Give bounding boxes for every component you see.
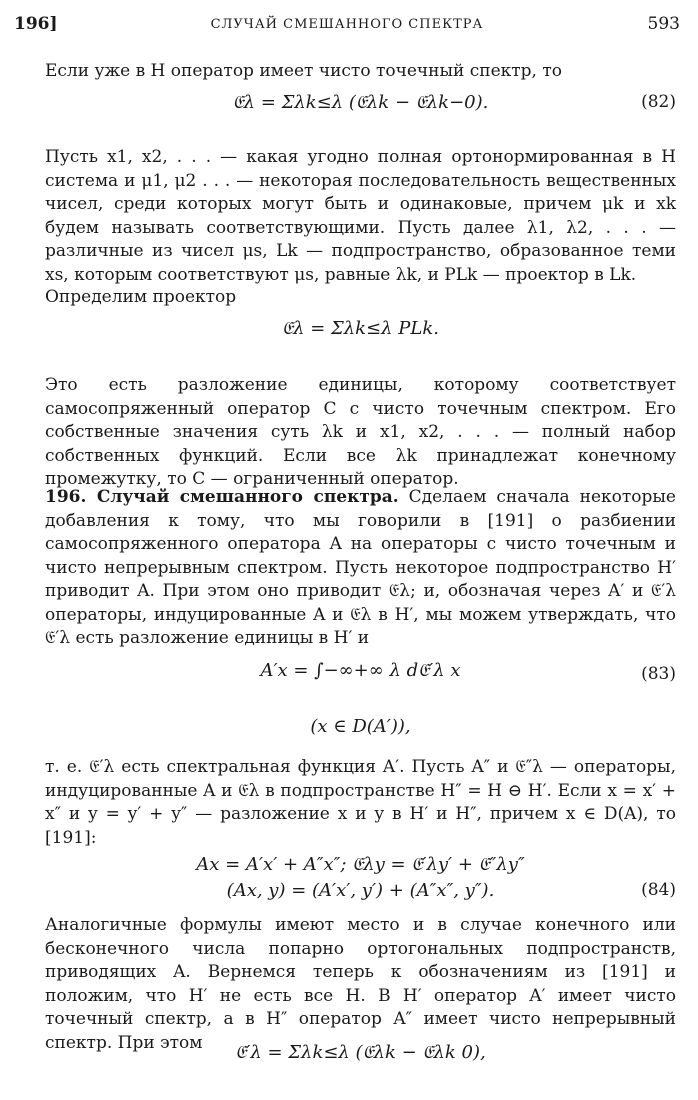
formula-83-domain: (x ∈ D(A′)), — [310, 716, 411, 737]
paragraph-system: Пусть x1, x2, . . . — какая угодно полная ортонормированная в H система и μ1, μ2 . . . — некоторая последовательность вещественных чисел, среди которых могут быть и одинаковые, причем μk и xk будем называть соответствующими. Пусть далее λ1, λ2, . . . — различные из чисел μs, Lk — подпространство, образованное теми xs, которым соответствуют μs, равные λk, и PLk — проектор в Lk. — [45, 147, 676, 285]
page-number: 593 — [647, 14, 680, 34]
paragraph-decomposition: Это есть разложение единицы, которому соответствует самосопряженный оператор C с чисто точечным спектром. Его собственные значения суть λk и x1, x2, . . . — полный набор собственных функций. Если все λk принадлежат конечному промежутку, то C — ограниченный оператор. — [45, 375, 676, 489]
formula-84a: Ax = A′x′ + A″x″; 𝔈λy = 𝔈′λy′ + 𝔈″λy″ — [196, 854, 525, 875]
formula-83: A′x = ∫−∞+∞ λ d𝔈′λ x — [260, 660, 461, 681]
page-header — [14, 14, 680, 40]
equation-number-83: (83) — [641, 664, 676, 684]
equation-number-82: (82) — [641, 92, 676, 112]
formula-projector: 𝔈λ = Σλk≤λ PLk. — [282, 318, 439, 339]
paragraph-spectral: т. е. 𝔈′λ есть спектральная функция A′. Пусть A″ и 𝔈″λ — операторы, индуцированные A и 𝔈λ в подпространстве H″ = H ⊖ H′. Если x = x′ + x″ и y = y′ + y″ — разложение x и y в H′ и H″, причем x ∈ D(A), то [191]: — [45, 757, 676, 848]
paragraph-intro: Если уже в H оператор имеет чисто точечный спектр, то — [45, 61, 563, 81]
paragraph-section-196 — [45, 486, 676, 651]
formula-82: 𝔈λ = Σλk≤λ (𝔈λk − 𝔈λk−0). — [232, 92, 489, 113]
section-text: Сделаем сначала некоторые добавления к тому, что мы говорили в [191] о разбиении самосопряженного оператора A на операторы с чисто точечным и чисто непрерывным спектром. Пусть некоторое подпространство H′ приводит A. При этом оно приводит 𝔈λ; и, обозначая через A′ и 𝔈′λ операторы, индуцированные A и 𝔈λ в H′, мы можем утверждать, что 𝔈′λ есть разложение единицы в H′ и — [45, 487, 676, 648]
section-marker: 196] — [14, 14, 58, 34]
running-title: СЛУЧАЙ СМЕШАННОГО СПЕКТРА — [210, 17, 484, 32]
equation-number-84: (84) — [641, 880, 676, 900]
formula-84b: (Ax, y) = (A′x′, y′) + (A″x″, y″). — [226, 880, 495, 901]
formula-last: 𝔈′λ = Σλk≤λ (𝔈λk − 𝔈λk 0), — [235, 1042, 486, 1063]
paragraph-define: Определим проектор — [45, 287, 237, 307]
paragraph-analogous: Аналогичные формулы имеют место и в случае конечного или бесконечного числа попарно ортогональных подпространств, приводящих A. Вернемся теперь к обозначениям из [191] и положим, что H′ не есть все H. В H′ оператор A′ имеет чисто точечный спектр, а в H″ оператор A″ имеет чисто непрерывный спектр. При этом — [45, 915, 676, 1053]
section-title: 196. Случай смешанного спектра. — [45, 487, 399, 507]
